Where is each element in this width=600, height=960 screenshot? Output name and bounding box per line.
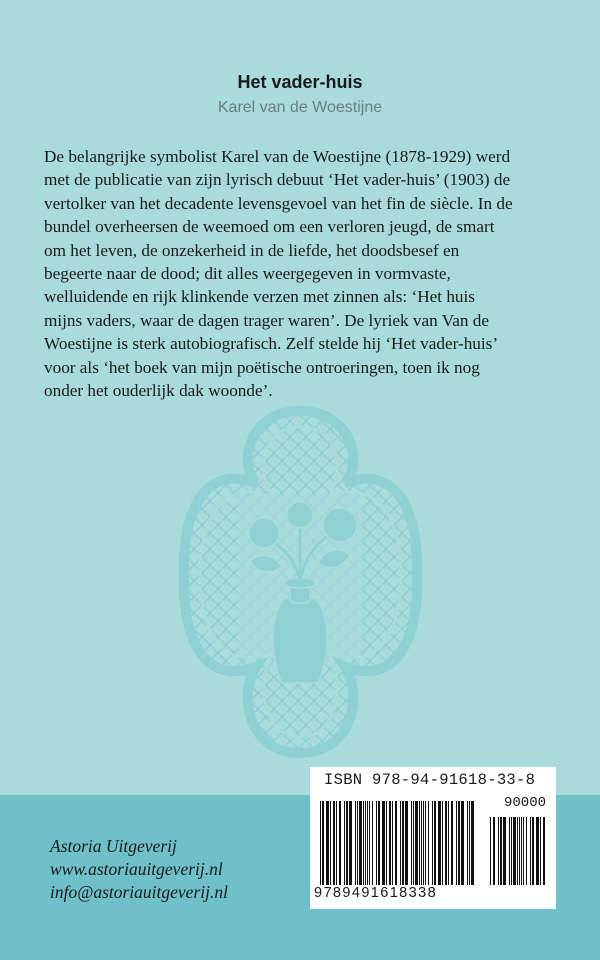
blurb-text bbox=[44, 145, 564, 402]
blurb-line: om het leven, de onzekerheid in de liefde, het doodsbesef en bbox=[44, 240, 460, 260]
book-title: Het vader-huis bbox=[237, 72, 363, 92]
blurb-line: begeerte naar de dood; dit alles weergegeven in vormvaste, bbox=[44, 264, 451, 284]
blurb-line: met de publicatie van zijn lyrisch debuut ‘Het vader-huis’ (1903) de bbox=[44, 170, 511, 190]
ean-digits: 9789491618338 bbox=[314, 885, 438, 901]
publisher-email: info@astoriauitgeverij.nl bbox=[50, 882, 228, 902]
isbn-label: ISBN 978-94-91618-33-8 bbox=[324, 771, 536, 789]
blurb-line: onder het ouderlijk dak woonde’. bbox=[44, 381, 273, 401]
publisher-website: www.astoriauitgeverij.nl bbox=[50, 859, 223, 879]
blurb-line: mijns vaders, waar de dagen trager waren’. De lyriek van Van de bbox=[44, 310, 489, 330]
blurb-line: Woestijne is sterk autobiografisch. Zelf stelde hij ‘Het vader-huis’ bbox=[44, 334, 499, 354]
vase-emblem-icon bbox=[178, 405, 423, 760]
blurb-line: vertolker van het decadente levensgevoel van het fin de siècle. In de bbox=[44, 193, 513, 213]
blurb-line: bundel overheersen de weemoed om een verloren jeugd, de smart bbox=[44, 217, 495, 237]
price-code: 90000 bbox=[504, 795, 547, 811]
barcode-box bbox=[310, 767, 556, 909]
blurb-line: De belangrijke symbolist Karel van de Woestijne (1878-1929) werd bbox=[44, 147, 511, 166]
publisher-name: Astoria Uitgeverij bbox=[50, 836, 177, 856]
book-author: Karel van de Woestijne bbox=[217, 99, 383, 116]
blurb-line: voor als ‘het boek van mijn poëtische ontroeringen, toen ik nog bbox=[44, 357, 480, 377]
blurb-line: welluidende en rijk klinkende verzen met zinnen als: ‘Het huis bbox=[44, 287, 475, 307]
barcode-bars bbox=[314, 797, 552, 887]
publisher-info bbox=[50, 835, 228, 904]
